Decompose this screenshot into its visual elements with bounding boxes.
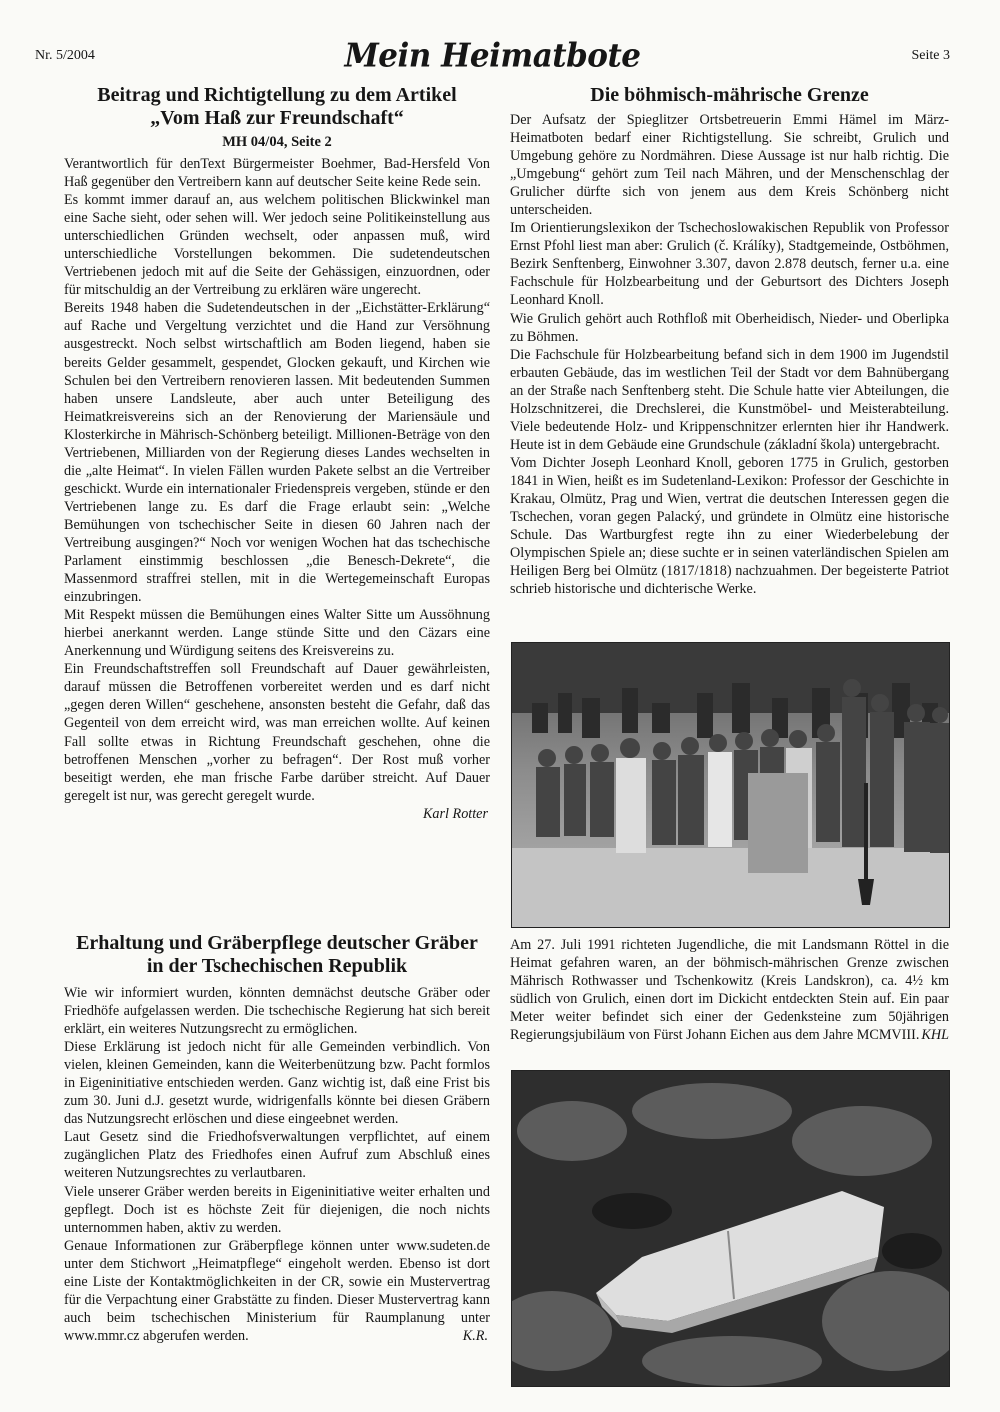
article-border xyxy=(510,84,949,598)
paragraph: Verantwortlich für denText Bürgermeister Boehmer, Bad-Hersfeld Von Haß gegenüber den Vertreibern kann auf deutscher Seite keine Rede sein. xyxy=(64,156,490,191)
paragraph: Im Orientierungslexikon der Tschechoslowakischen Republik von Professor Ernst Pfohl liest man aber: Grulich (č. Králíky), Stadtgemeinde, Ostböhmen, Bezirk Senftenberg, Einwohner 3.307, davon 2.878 deutsch, ferner u.a. eine Fachschule für Holzbearbeitung und der Geburtsort des Dichters Joseph Leonhard Knoll. xyxy=(510,220,949,309)
article-title: Die böhmisch-mährische Grenze xyxy=(590,84,869,106)
paragraph: Der Aufsatz der Spieglitzer Ortsbetreuerin Emmi Hämel im März-Heimatboten bedarf einer Richtigstellung. Sie schreibt, Grulich und Umgebung gehöre zu Nordmähren. Diese Aussage ist nur halb richtig. Die „Umgebung“ gehört zum Teil nach Mähren, und der Menschenschlag der Grulicher dürfte sich von jenem aus dem Kreis Schönberg nicht unterscheiden. xyxy=(510,112,949,219)
paragraph: Bereits 1948 haben die Sudetendeutschen in der „Eichstätter-Erklärung“ auf Rache und Vergeltung verzichtet und die Hand zur Versöhnung ausgestreckt. Noch selbst wirtschaftlich am Boden liegend, haben sie bereits Gelder gesammelt, gespendet, Glocken gekauft, und Kirchen wie Schulen bei den Vertreibern renovieren lassen. Mit bedeutenden Summen haben unsere Landsleute, aber auch unter Beteiligung des Heimatkreisvereins sich an der Renovierung der Mariensäule und Klosterkirche in Mährisch-Schönberg beteiligt. Millionen-Beträge von den Vertriebenen, Milliarden von der Regierung dieses Landes wechselten in die „alte Heimat“. In vielen Fällen wurden Pakete selbst an die Vertreiber geschickt. Wurde ein internationaler Friedenspreis vergeben, stünde er den Vertriebenen lange zu. Es darf die Frage erlaubt sein: „Welche Bemühungen von tschechischer Seite in diesen 60 Jahren nach der Vertreibung ausgingen?“ Noch vor wenigen Wochen hat das tschechische Parlament einstimmig beschlossen „die Benesch-Dekrete“, die Massenmord straffrei stellen, mit in die Wertegemeinschaft Europas einzubringen. xyxy=(64,300,490,606)
article-correction xyxy=(64,84,490,823)
article-author: Karl Rotter xyxy=(422,805,488,822)
article-reference: MH 04/04, Seite 2 xyxy=(222,134,332,150)
caption-text: Am 27. Juli 1991 richteten Jugendliche, die mit Landsmann Röttel in die Heimat gefahren waren, an der böhmisch-mährischen Grenze zwischen Mährisch Rothwasser und Tschenkowitz (Kreis Landskron), ca. 4½ km südlich von Grulich, einen dort im Dickicht entdeckten Stein auf. Ein paar Meter weiter befindet sich einer der Gedenksteine zum 50jährigen Regierungsjubiläum von Fürst Johann Eichen aus dem Jahre MCMVIII. xyxy=(510,937,949,1044)
article-body xyxy=(64,984,490,1345)
article-title: Beitrag und Richtigtellung zu dem Artikel „Vom Haß zur Freundschaft“ xyxy=(97,84,457,129)
article-body xyxy=(64,155,490,805)
page-number: Seite 3 xyxy=(911,48,950,63)
paragraph: Vom Dichter Joseph Leonhard Knoll, geboren 1775 in Grulich, gestorben 1841 in Wien, heißt es im Sudetenland-Lexikon: Professor der Geschichte in Krakau, Olmütz, Prag und Wien, vertrat die deutschen Interessen gegen die Tschechen, voran gegen Palacký, und gründete in Olmütz eine historische Schule. Das Wartburgfest regte ihn zu einer Wiederbelebung der Olympischen Spiele an; diese suchte er in seinen vaterländischen Spielen am Heiligen Berg bei Olmütz (1817/1818) nachzuahmen. Der begeisterte Patriot schrieb historische und dichterische Werke. xyxy=(510,454,949,598)
article-body xyxy=(510,111,949,598)
issue-number: Nr. 5/2004 xyxy=(35,48,95,63)
article-author: K.R. xyxy=(462,1327,488,1344)
paragraph: Wie wir informiert wurden, könnten demnächst deutsche Gräber oder Friedhöfe aufgelassen werden. Die tschechische Regierung hat sich bereit erklärt, ein weiteres Nutzungsrecht zu ermöglichen. xyxy=(64,985,490,1038)
paragraph: Diese Erklärung ist jedoch nicht für alle Gemeinden verbindlich. Von vielen, kleinen Gemeinden, kann die Weiterbenützung bzw. Pacht formlos in Eigeninitiative entschieden werden. Ganz wichtig ist, daß eine Frist bis zum 30. Juni d.J. gesetzt wurde, widrigenfalls könnte bei diesen Gräbern das Nutzungsrecht erlöschen und diese eingeebnet werden. xyxy=(64,1039,490,1128)
paragraph: Laut Gesetz sind die Friedhofsverwaltungen verpflichtet, auf einem zugänglichen Platz des Friedhofes einen Aufruf zum Abschluß eines weiteren Nutzungsrechtes zu verlautbaren. xyxy=(64,1129,490,1182)
page-header xyxy=(35,38,950,78)
group-photo-icon xyxy=(512,643,949,927)
stone-photo xyxy=(511,1070,950,1387)
caption-author: KHL xyxy=(921,1027,949,1044)
photo-caption xyxy=(510,936,949,1044)
article-title: Erhaltung und Gräberpflege deutscher Gräber in der Tschechischen Republik xyxy=(76,932,478,977)
paragraph: Wie Grulich gehört auch Rothfloß mit Oberheidisch, Nieder- und Oberlipka zu Böhmen. xyxy=(510,310,949,345)
paragraph: Viele unserer Gräber werden bereits in Eigeninitiative weiter erhalten und gepflegt. Doch ist es höchste Zeit für diejenigen, die noch nichts unternommen haben, aktiv zu werden. xyxy=(64,1183,490,1236)
paragraph: Ein Freundschaftstreffen soll Freundschaft auf Dauer gewährleisten, darauf müssen die Betroffenen vorbereitet werden und es darf nicht „gegen deren Willen“ geschehene, ansonsten besteht die Gefahr, daß das Gegenteil von dem erreicht wird, was man erreichen wollte. Auf keinen Fall sollte etwas in Richtung Freundschaft geschehen, ohne die betroffenen Menschen „vorher zu befragen“. Der Rost muß vorher beseitigt werden, ehe man frische Farbe darüber streicht. Auf Dauer geregelt ist nur, was gerecht geregelt wurde. xyxy=(64,661,490,804)
paragraph: Genaue Informationen zur Gräberpflege können unter www.sudeten.de unter dem Stichwort „Heimatpflege“ eingeholt werden. Ebenso ist dort eine Liste der Kontaktmöglichkeiten in der CR, sowie ein Mustervertrag für die Verpachtung einer Grabstätte zu finden. Dieser Mustervertrag kann auch beim tschechischen Ministerium für Raumplanung unter www.mmr.cz abgerufen werden. xyxy=(64,1237,490,1344)
paragraph: Mit Respekt müssen die Bemühungen eines Walter Sitte um Aussöhnung hierbei anerkannt werden. Lange stünde Sitte und den Cäzars eine Anerkennung und Würdigung seitens des Kreisvereins zu. xyxy=(64,607,490,660)
paragraph: Es kommt immer darauf an, aus welchem politischen Blickwinkel man eine Sache sieht, oder sehen will. Wer jedoch seine Politikeinstellung aus unterschiedlichen Gründen wechselt, oder anpassen muß, wird unterschiedliche Vorstellungen bekommen. Die sudetendeutschen Vertriebenen jedoch mit auf die Seite der Gehässigen, einzuordnen, oder für mitschuldig an der Vertreibung zu erklären wäre ungerecht. xyxy=(64,192,490,299)
boundary-stone-photo-icon xyxy=(512,1071,949,1386)
paragraph: Die Fachschule für Holzbearbeitung befand sich in dem 1900 im Jugendstil erbauten Gebäude, das im westlichen Teil der Stadt vor dem Bahnübergang an der Straße nach Senftenberg steht. Die Schule hatte vier Abteilungen, die Holzschnitzerei, die Drechslerei, die Kunstmöbel- und Meisterabteilung. Viele bedeutende Holz- und Krippenschnitzer erlernten hier ihr Handwerk. Heute ist in dem Gebäude eine Grundschule (základní škola) untergebracht. xyxy=(510,346,949,453)
masthead-logo: Mein Heimatbote xyxy=(344,37,641,75)
article-graves xyxy=(64,932,490,1345)
group-photo xyxy=(511,642,950,928)
